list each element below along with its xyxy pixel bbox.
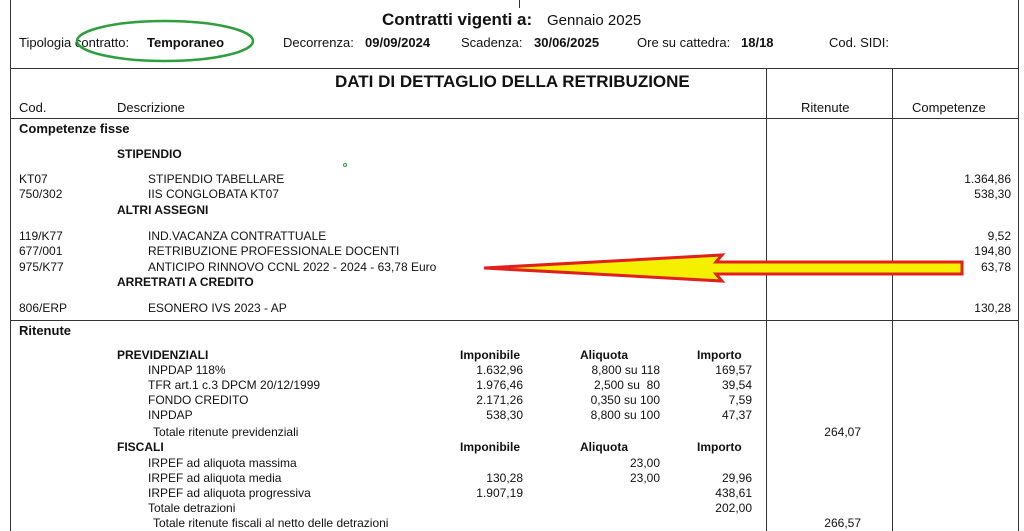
row-competenze: 538,30	[974, 187, 1011, 201]
row-desc: INPDAP	[148, 408, 193, 422]
highlight-ellipse	[70, 16, 260, 66]
decorrenza-label: Decorrenza:	[283, 35, 354, 50]
col-imponibile-fiscali: Imponibile	[460, 440, 520, 454]
totale-previdenziali-label: Totale ritenute previdenziali	[153, 425, 299, 439]
row-desc: IND.VACANZA CONTRATTUALE	[148, 229, 327, 243]
competenze-fisse-title: Competenze fisse	[19, 121, 130, 136]
row-aliquota: 23,00	[629, 456, 660, 470]
columns-bottom-rule	[10, 118, 1019, 119]
row-cod: KT07	[19, 172, 48, 186]
row-desc: IRPEF ad aliquota progressiva	[148, 486, 311, 500]
sidi-label: Cod. SIDI:	[829, 35, 889, 50]
col-divider-competenze	[892, 68, 893, 531]
header-title: Contratti vigenti a:	[382, 10, 533, 29]
row-competenze: 130,28	[974, 301, 1011, 315]
row-cod: 750/302	[19, 187, 63, 201]
header-bottom-rule	[10, 68, 1019, 69]
marker-dot	[343, 163, 347, 167]
row-aliquota: 8,800 su 100	[590, 408, 660, 422]
ore-value: 18/18	[741, 35, 774, 50]
stipendio-title: STIPENDIO	[117, 147, 182, 161]
col-cod: Cod.	[19, 100, 47, 115]
totale-previdenziali-value: 264,07	[824, 425, 861, 439]
row-aliquota: 8,800 su 118	[591, 363, 660, 377]
row-cod: 677/001	[19, 244, 63, 258]
row-importo: 438,61	[715, 486, 752, 500]
ore-label: Ore su cattedra:	[637, 35, 731, 50]
scadenza-value: 30/06/2025	[534, 35, 600, 50]
row-aliquota: 23,00	[629, 471, 660, 485]
col-divider-ritenute	[766, 68, 767, 531]
row-importo: 47,37	[721, 408, 752, 422]
totale-fiscali-label: Totale ritenute fiscali al netto delle detrazioni	[153, 516, 389, 530]
row-competenze: 194,80	[974, 244, 1011, 258]
annotation-arrow-icon	[480, 250, 970, 286]
tipologia-value: Temporaneo	[147, 35, 225, 50]
row-competenze: 1.364,86	[964, 172, 1011, 186]
frame-left	[10, 0, 11, 531]
totale-detrazioni-value: 202,00	[715, 501, 752, 515]
row-importo: 29,96	[721, 471, 752, 485]
row-imponibile: 538,30	[486, 408, 523, 422]
row-desc: ANTICIPO RINNOVO CCNL 2022 - 2024 - 63,78 Euro	[148, 260, 437, 274]
top-divider	[519, 0, 520, 8]
header-period: Gennaio 2025	[547, 12, 642, 29]
row-imponibile: 1.907,19	[476, 486, 523, 500]
col-descrizione: Descrizione	[117, 100, 185, 115]
row-desc: ESONERO IVS 2023 - AP	[148, 301, 287, 315]
row-desc: TFR art.1 c.3 DPCM 20/12/1999	[148, 378, 321, 392]
row-cod: 119/K77	[19, 229, 63, 243]
arretrati-title: ARRETRATI A CREDITO	[117, 275, 254, 289]
row-aliquota: 2,500 su 80	[593, 378, 660, 392]
col-competenze: Competenze	[912, 100, 986, 115]
row-imponibile: 1.976,46	[476, 378, 523, 392]
row-imponibile: 130,28	[486, 471, 523, 485]
row-cod: 975/K77	[19, 260, 64, 274]
row-imponibile: 1.632,96	[476, 363, 523, 377]
ritenute-title: Ritenute	[19, 323, 71, 338]
altri-assegni-title: ALTRI ASSEGNI	[117, 203, 209, 217]
row-competenze: 63,78	[980, 260, 1011, 274]
col-imponibile: Imponibile	[460, 348, 520, 362]
totale-detrazioni-label: Totale detrazioni	[148, 501, 236, 515]
previdenziali-title: PREVIDENZIALI	[117, 348, 209, 362]
row-importo: 7,59	[728, 393, 752, 407]
row-importo: 39,54	[721, 378, 752, 392]
totale-fiscali-value: 266,57	[824, 516, 861, 530]
col-aliquota-fiscali: Aliquota	[580, 440, 628, 454]
decorrenza-value: 09/09/2024	[365, 35, 431, 50]
row-desc: IIS CONGLOBATA KT07	[148, 187, 279, 201]
ritenute-top-rule	[10, 320, 1019, 321]
row-desc: STIPENDIO TABELLARE	[148, 172, 285, 186]
row-imponibile: 2.171,26	[476, 393, 523, 407]
scadenza-label: Scadenza:	[461, 35, 523, 50]
section-title: DATI DI DETTAGLIO DELLA RETRIBUZIONE	[335, 72, 690, 91]
row-cod: 806/ERP	[19, 301, 68, 315]
tipologia-label: Tipologia contratto:	[19, 35, 130, 50]
row-importo: 169,57	[715, 363, 752, 377]
row-desc: IRPEF ad aliquota media	[148, 471, 282, 485]
col-importo-fiscali: Importo	[697, 440, 742, 454]
row-competenze: 9,52	[987, 229, 1011, 243]
frame-right	[1018, 0, 1019, 531]
row-aliquota: 0,350 su 100	[590, 393, 660, 407]
fiscali-title: FISCALI	[117, 440, 164, 454]
row-desc: RETRIBUZIONE PROFESSIONALE DOCENTI	[148, 244, 400, 258]
col-ritenute: Ritenute	[801, 100, 850, 115]
row-desc: INPDAP 118%	[148, 363, 226, 377]
col-aliquota: Aliquota	[580, 348, 628, 362]
row-desc: IRPEF ad aliquota massima	[148, 456, 297, 470]
col-importo: Importo	[697, 348, 742, 362]
row-desc: FONDO CREDITO	[148, 393, 249, 407]
